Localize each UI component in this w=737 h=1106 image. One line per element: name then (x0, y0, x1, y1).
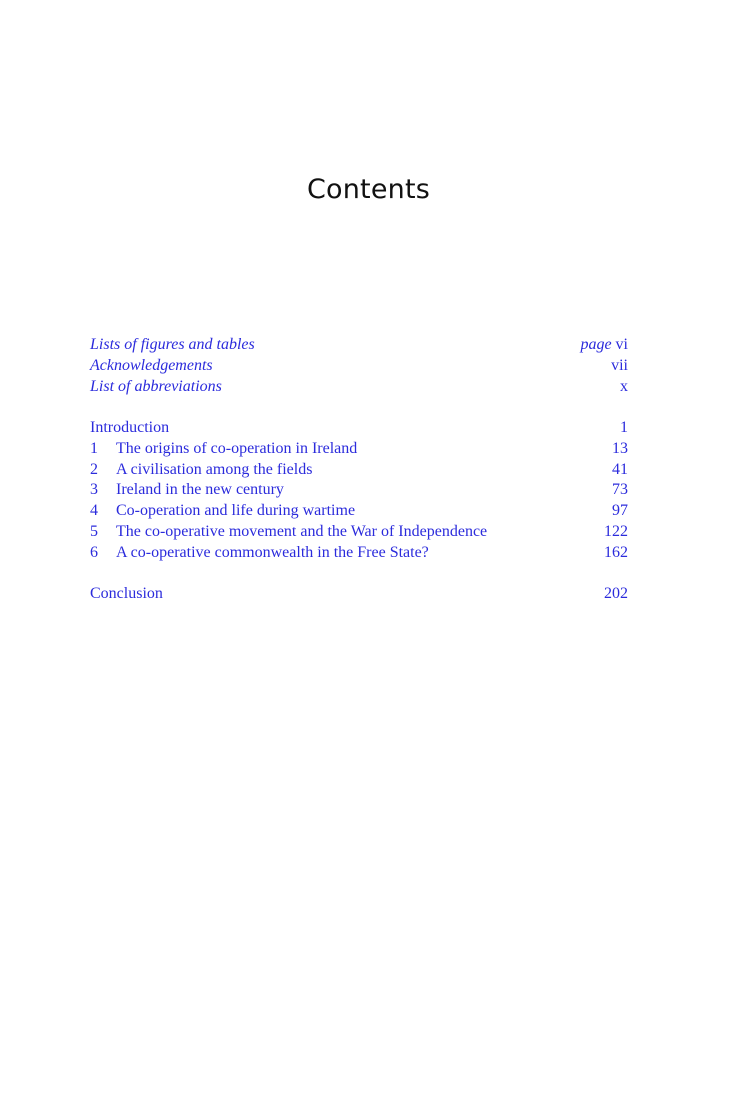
toc-entry-label: The co-operative movement and the War of Independence (116, 522, 488, 540)
toc-entry-page: 122 (604, 522, 628, 540)
toc-entry-label: Conclusion (90, 585, 163, 602)
toc-front-matter (90, 335, 628, 397)
chapter-number: 1 (90, 439, 98, 457)
chapter-number: 2 (90, 460, 98, 478)
toc-entry-chapter-6[interactable] (90, 543, 628, 564)
toc-entry-chapter-1[interactable] (90, 439, 628, 460)
chapter-number: 3 (90, 481, 98, 499)
toc-entry-page: 13 (612, 439, 628, 457)
toc-entry-page: 202 (604, 585, 628, 602)
toc-entry-page: vii (611, 356, 628, 374)
toc-page-prefix: page (580, 336, 612, 353)
toc-entry-label: A civilisation among the fields (116, 460, 313, 478)
toc-entry-page: 162 (604, 543, 628, 561)
toc-entry-label: List of abbreviations (90, 377, 222, 395)
page-title: Contents (306, 174, 431, 205)
toc-entry-acknowledgements[interactable] (90, 356, 628, 377)
toc-entry-abbreviations[interactable] (90, 377, 628, 398)
toc-entry-label: A co-operative commonwealth in the Free State? (116, 543, 429, 561)
toc-entry-page: x (620, 377, 628, 395)
toc-entry-introduction[interactable] (90, 418, 628, 439)
toc-entry-chapter-2[interactable] (90, 460, 628, 481)
toc-entry-label: Ireland in the new century (116, 481, 284, 499)
toc-entry-label: Introduction (90, 419, 170, 436)
toc-page-number: vi (615, 336, 628, 353)
toc-entry-label: Co-operation and life during wartime (116, 502, 356, 520)
toc-entry-chapter-5[interactable] (90, 522, 628, 543)
toc-entry-figures-tables[interactable] (90, 335, 628, 356)
chapter-number: 6 (90, 543, 98, 561)
toc-entry-label: Lists of figures and tables (90, 336, 255, 353)
toc-main-chapters (90, 418, 628, 564)
toc-entry-chapter-3[interactable] (90, 480, 628, 501)
toc-entry-chapter-4[interactable] (90, 501, 628, 522)
toc-entry-page (580, 335, 628, 356)
toc-entry-page: 41 (612, 460, 628, 478)
toc-entry-page: 1 (620, 419, 628, 436)
toc-entry-page: 97 (612, 502, 628, 520)
toc-entry-page: 73 (612, 481, 628, 499)
chapter-number: 5 (90, 522, 98, 540)
toc-end-matter (90, 584, 628, 605)
toc-entry-label: Acknowledgements (90, 356, 213, 374)
chapter-number: 4 (90, 502, 98, 520)
toc-entry-label: The origins of co-operation in Ireland (116, 439, 358, 457)
toc-entry-conclusion[interactable] (90, 584, 628, 605)
